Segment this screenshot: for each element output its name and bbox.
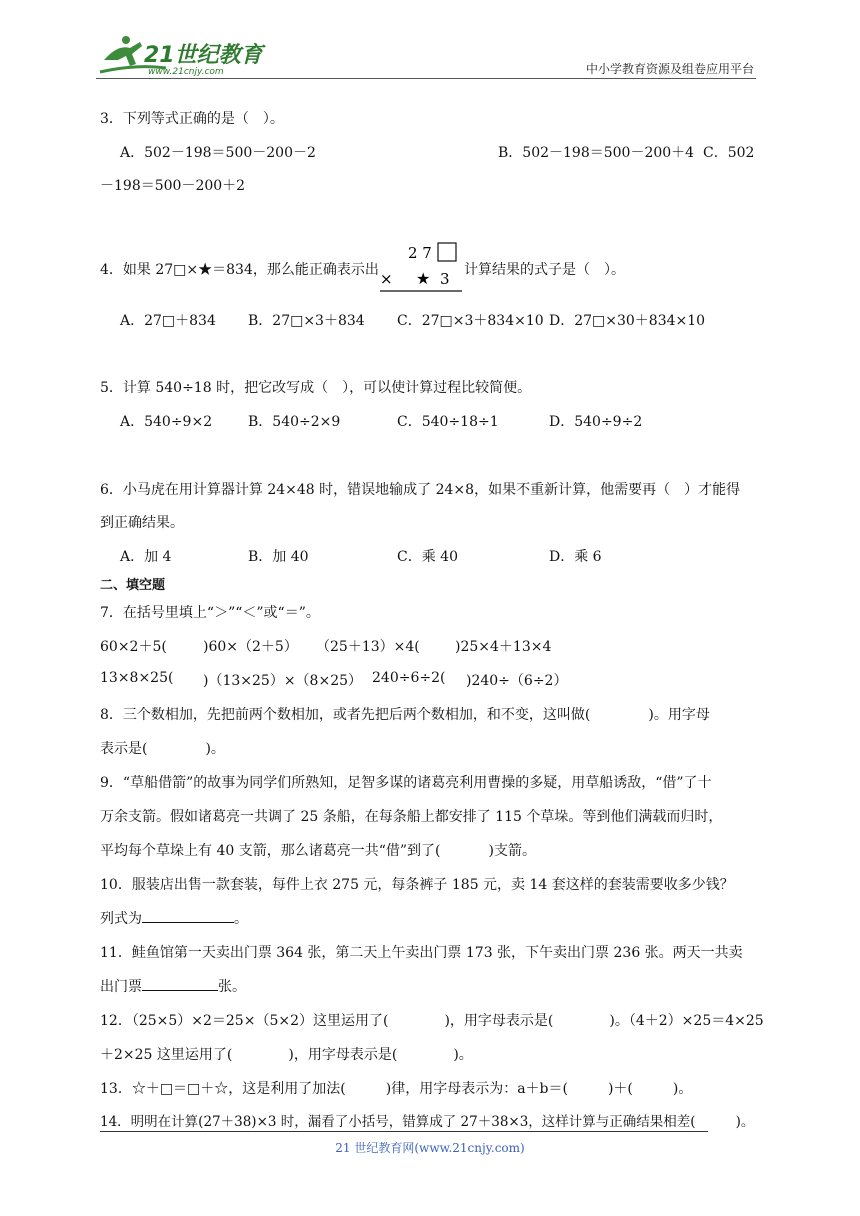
q12-text-d: ＋2×25 这里运用了( — [100, 1047, 233, 1063]
q9-text-a: 平均每个草垛上有 40 支箭，那么诸葛亮一共“借”到了( — [100, 843, 441, 859]
q6-option-d: D．乘 6 — [549, 549, 602, 565]
q12-line2 — [100, 1044, 473, 1064]
q3-stem: 3．下列等式正确的是（ ）。 — [100, 111, 284, 127]
q5-option-b: B．540÷2×9 — [248, 414, 341, 430]
q7-stem: 7．在括号里填上“＞”“＜”或“＝”。 — [100, 605, 320, 621]
q3-option-a: A．502－198＝500－200－2 — [120, 145, 316, 161]
section-heading-fill-blank: 二、填空题 — [100, 578, 166, 593]
q11-line2 — [100, 976, 246, 996]
q13-text-a: 13．☆＋□＝□＋☆，这是利用了加法( — [100, 1081, 346, 1097]
q6-option-a: A．加 4 — [120, 549, 172, 565]
q11-answer-blank[interactable] — [142, 976, 218, 991]
q8-text-c: 表示是( — [100, 741, 148, 757]
q6-stem-line2: 到正确结果。 — [100, 515, 184, 531]
q11-text-b: 张。 — [218, 979, 246, 995]
q7-expr3-right: )（13×25）×（8×25） — [203, 673, 363, 689]
q4-option-b: B．27□×3＋834 — [248, 313, 365, 329]
q7-expr2-left: （25＋13）×4( — [316, 639, 420, 655]
site-logo — [96, 34, 296, 78]
q6-stem-line1: 6．小马虎在用计算器计算 24×48 时，错误地输成了 24×8，如果不重新计算，他需要再（ ）才能得 — [100, 482, 741, 498]
q9-line2: 万余支箭。假如诸葛亮一共调了 25 条船，在每条船上都安排了 115 个草垛。等到他们满载而归时， — [100, 809, 723, 825]
q12-text-c: )。（4＋2）×25＝4×25 — [609, 1013, 764, 1029]
q3-option-c-part2: －198＝500－200＋2 — [100, 178, 246, 194]
multiplicand-digits: 2 7 — [408, 244, 432, 262]
q5-option-d: D．540÷9÷2 — [549, 414, 643, 430]
q8-text-d: )。 — [205, 741, 225, 757]
q7-expr1-left: 60×2＋5( — [100, 639, 167, 655]
q3-option-c-part1: C．502 — [703, 145, 755, 161]
q8-text-b: )。用字母 — [648, 707, 710, 723]
q8-line1 — [100, 704, 710, 724]
q4-stem-pre: 4．如果 27□×★＝834，那么能正确表示出 — [100, 262, 379, 278]
q12-line1 — [100, 1010, 764, 1030]
q13-text-c: )＋( — [607, 1081, 633, 1097]
q8-text-a: 8．三个数相加，先把前两个数相加，或者先把后两个数相加，和不变，这叫做( — [100, 707, 591, 723]
q4-stem-post: 计算结果的式子是（ ）。 — [464, 262, 625, 278]
q13-line — [100, 1078, 692, 1098]
q5-option-c: C．540÷18÷1 — [397, 414, 499, 430]
q12-text-e: )，用字母表示是( — [288, 1047, 398, 1063]
q4-option-c: C．27□×3＋834×10 — [397, 313, 544, 329]
q5-option-a: A．540÷9×2 — [120, 414, 213, 430]
q9-line3 — [100, 840, 536, 860]
q7-expr3-left: 13×8×25( — [100, 670, 174, 686]
q4-option-d: D．27□×30＋834×10 — [549, 313, 706, 329]
q13-text-d: )。 — [672, 1081, 693, 1097]
header-divider — [96, 78, 756, 79]
q12-text-a: 12．（25×5）×2＝25×（5×2）这里运用了( — [100, 1013, 389, 1029]
q7-expr1-right: )60×（2＋5） — [203, 639, 298, 655]
star-icon: ★ — [416, 269, 431, 288]
q6-option-b: B．加 40 — [248, 549, 309, 565]
q12-text-f: )。 — [453, 1047, 473, 1063]
q10-text-b: 。 — [234, 911, 248, 927]
vertical-multiplication — [380, 240, 462, 294]
q7-expr2-right: )25×4＋13×4 — [455, 639, 552, 655]
logo-title: 21世纪教育 — [144, 43, 263, 68]
q12-text-b: )，用字母表示是( — [444, 1013, 554, 1029]
q10-line2 — [100, 908, 248, 928]
q7-expr4-right: )240÷（6÷2） — [466, 673, 568, 689]
q3-option-b: B．502－198＝500－200＋4 — [498, 145, 695, 161]
q7-expr4-left: 240÷6÷2( — [372, 670, 446, 686]
q10-text-a: 列式为 — [100, 911, 142, 927]
q4-option-a: A．27□＋834 — [120, 313, 216, 329]
footer-link[interactable]: 21 世纪教育网(www.21cnjy.com) — [335, 1141, 525, 1155]
times-sign: × — [380, 270, 393, 288]
logo-url: www.21cnjy.com — [148, 67, 224, 77]
multiplier-digit: 3 — [440, 270, 450, 288]
q13-text-b: )律，用字母表示为：a＋b＝( — [385, 1081, 568, 1097]
q11-line1: 11．鲑鱼馆第一天卖出门票 364 张，第二天上午卖出门票 173 张，下午卖出门票 236 张。两天一共卖 — [100, 945, 743, 961]
q8-line2 — [100, 738, 225, 758]
q14-text-b: )。 — [735, 1114, 755, 1130]
q10-answer-blank[interactable] — [142, 908, 234, 923]
q14-line — [100, 1110, 754, 1130]
q10-line1: 10．服装店出售一款套装，每件上衣 275 元，每条裤子 185 元，卖 14 套这样的套装需要收多少钱？ — [100, 877, 734, 893]
q6-option-c: C．乘 40 — [397, 549, 458, 565]
q9-line1: 9．“草船借箭”的故事为同学们所熟知，足智多谋的诸葛亮利用曹操的多疑，用草船诱敌，“借”了十 — [100, 775, 712, 791]
q11-text-a: 出门票 — [100, 979, 142, 995]
unknown-digit-box — [438, 243, 456, 261]
q14-text-a: 14．明明在计算(27＋38)×3 时，漏看了小括号，错算成了 27＋38×3，这样计算与正确结果相差( — [100, 1114, 696, 1130]
header-site-name: 中小学教育资源及组卷应用平台 — [585, 62, 754, 76]
q5-stem: 5．计算 540÷18 时，把它改写成（ ），可以使计算过程比较简便。 — [100, 380, 532, 396]
footer-divider — [100, 1131, 708, 1132]
q9-text-b: )支箭。 — [488, 843, 536, 859]
